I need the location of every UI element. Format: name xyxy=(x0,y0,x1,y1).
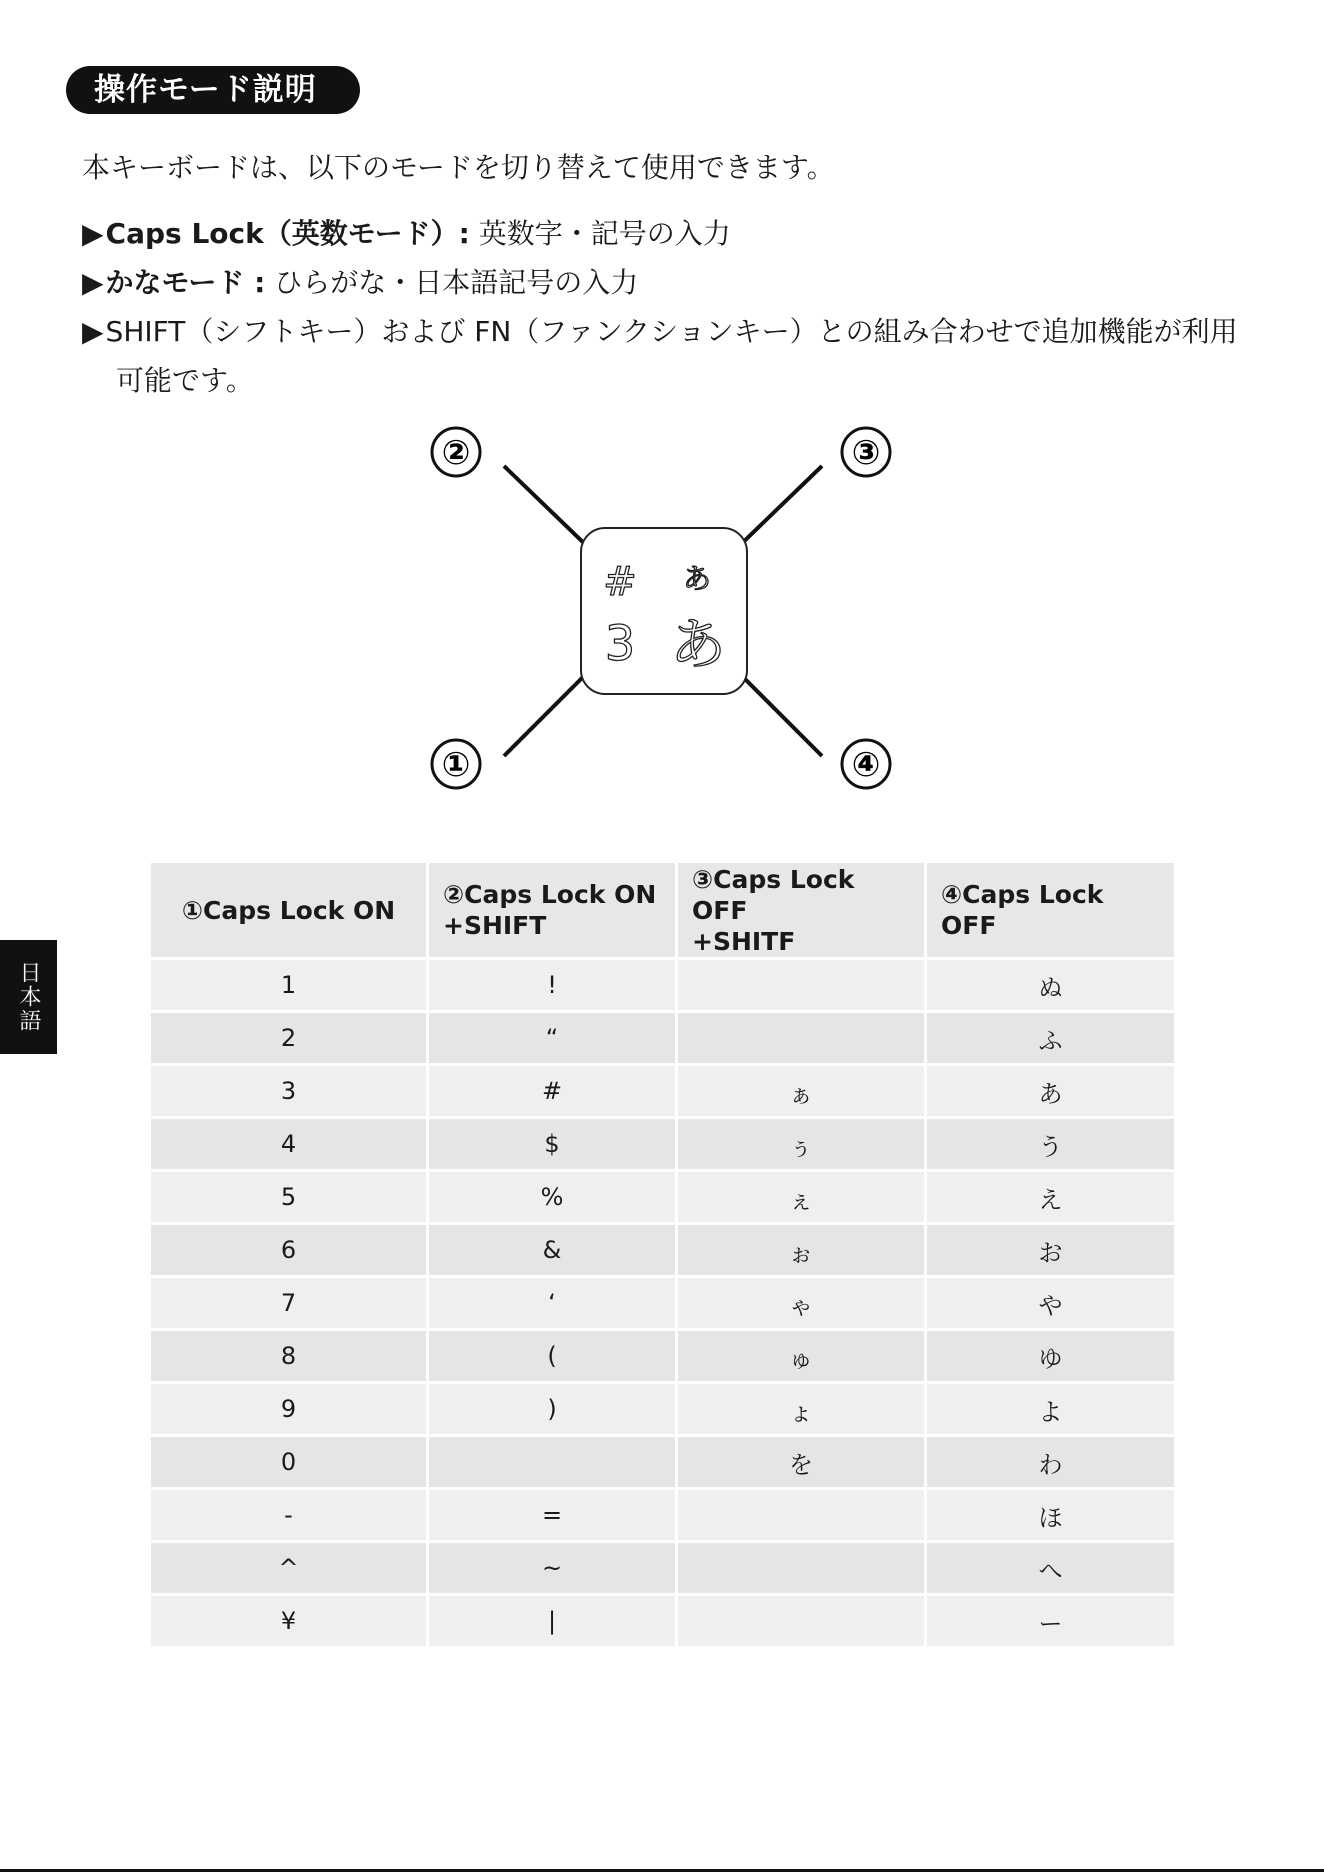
table-cell: ふ xyxy=(926,1012,1176,1065)
bullet-marker: ▶ xyxy=(82,217,104,250)
key-glyph-top-left: # xyxy=(603,559,637,605)
table-cell: ぁ xyxy=(677,1065,926,1118)
table-cell: を xyxy=(677,1436,926,1489)
header-caps-off: ④Caps Lock OFF xyxy=(926,862,1176,959)
table-row xyxy=(150,1118,1176,1171)
table-cell: ょ xyxy=(677,1383,926,1436)
table-cell: & xyxy=(428,1224,677,1277)
bullet-text: ひらがな・日本語記号の入力 xyxy=(265,266,639,299)
table-cell: ( xyxy=(428,1330,677,1383)
table-cell: 2 xyxy=(150,1012,428,1065)
key-glyph-bottom-right: あ xyxy=(670,613,726,678)
table-cell: う xyxy=(926,1118,1176,1171)
table-cell: ~ xyxy=(428,1542,677,1595)
table-row xyxy=(150,1012,1176,1065)
table-cell: ゃ xyxy=(677,1277,926,1330)
table-cell: ‘ xyxy=(428,1277,677,1330)
table-cell: ^ xyxy=(150,1542,428,1595)
table-cell: あ xyxy=(926,1065,1176,1118)
diagram-label-4: ④ xyxy=(851,745,881,785)
table-cell: ぇ xyxy=(677,1171,926,1224)
table-header-row xyxy=(150,862,1176,959)
section-title: 操作モード説明 xyxy=(66,66,360,114)
bullet-text: SHIFT（シフトキー）および FN（ファンクションキー）との組み合わせで追加機能が利用 xyxy=(105,315,1238,348)
table-cell: わ xyxy=(926,1436,1176,1489)
table-cell: ぅ xyxy=(677,1118,926,1171)
table-row xyxy=(150,1489,1176,1542)
intro-text: 本キーボードは、以下のモードを切り替えて使用できます。 xyxy=(82,151,835,184)
table-cell: ほ xyxy=(926,1489,1176,1542)
key-glyph-top-right: あ xyxy=(682,562,712,595)
key-mapping-table xyxy=(148,860,1177,1649)
table-cell: - xyxy=(150,1489,428,1542)
table-cell: 7 xyxy=(150,1277,428,1330)
header-caps-off-shift: ③Caps Lock OFF +SHITF xyxy=(677,862,926,959)
table-cell: “ xyxy=(428,1012,677,1065)
bullet-continuation: 可能です。 xyxy=(116,364,254,397)
header-caps-on: ①Caps Lock ON xyxy=(150,862,428,959)
bullet-kana-mode xyxy=(82,261,638,301)
table-cell: ぬ xyxy=(926,959,1176,1012)
table-row xyxy=(150,1065,1176,1118)
table-cell: % xyxy=(428,1171,677,1224)
table-cell: $ xyxy=(428,1118,677,1171)
bullet-marker: ▶ xyxy=(82,315,104,348)
key-diagram xyxy=(420,420,910,800)
table-row xyxy=(150,1277,1176,1330)
bullet-shift-fn xyxy=(82,310,1238,350)
bullet-text: 英数字・記号の入力 xyxy=(469,217,731,250)
table-cell: ー xyxy=(926,1595,1176,1648)
table-cell: 4 xyxy=(150,1118,428,1171)
table-cell: | xyxy=(428,1595,677,1648)
table-row xyxy=(150,1383,1176,1436)
header-caps-on-shift: ②Caps Lock ON +SHIFT xyxy=(428,862,677,959)
diagram-label-1: ① xyxy=(441,745,471,785)
table-cell: え xyxy=(926,1171,1176,1224)
diagram-label-3: ③ xyxy=(851,433,881,473)
table-cell: ゅ xyxy=(677,1330,926,1383)
table-cell xyxy=(677,1595,926,1648)
table-cell: ) xyxy=(428,1383,677,1436)
table-row xyxy=(150,1224,1176,1277)
table-cell xyxy=(677,1542,926,1595)
table-row xyxy=(150,1595,1176,1648)
table-row xyxy=(150,1542,1176,1595)
table-row xyxy=(150,959,1176,1012)
table-cell: 5 xyxy=(150,1171,428,1224)
table-cell: 8 xyxy=(150,1330,428,1383)
table-cell: 1 xyxy=(150,959,428,1012)
table-cell: 3 xyxy=(150,1065,428,1118)
table-cell: ¥ xyxy=(150,1595,428,1648)
table-cell: ゆ xyxy=(926,1330,1176,1383)
diagram-label-2: ② xyxy=(441,433,471,473)
table-row xyxy=(150,1330,1176,1383)
bullet-label: Caps Lock（英数モード）: xyxy=(105,217,470,250)
language-tab: 日本語 xyxy=(0,940,57,1054)
table-cell xyxy=(677,959,926,1012)
table-cell: 6 xyxy=(150,1224,428,1277)
table-cell: ! xyxy=(428,959,677,1012)
key-glyph-bottom-left: 3 xyxy=(604,616,636,672)
table-row xyxy=(150,1171,1176,1224)
table-cell: よ xyxy=(926,1383,1176,1436)
table-cell: 9 xyxy=(150,1383,428,1436)
table-cell xyxy=(677,1489,926,1542)
table-cell: # xyxy=(428,1065,677,1118)
bullet-caps-lock xyxy=(82,212,731,252)
table-cell xyxy=(677,1012,926,1065)
bullet-marker: ▶ xyxy=(82,266,104,299)
table-cell: ぉ xyxy=(677,1224,926,1277)
table-row xyxy=(150,1436,1176,1489)
bullet-label: かなモード : xyxy=(105,266,266,299)
table-cell: や xyxy=(926,1277,1176,1330)
table-cell: へ xyxy=(926,1542,1176,1595)
table-cell: = xyxy=(428,1489,677,1542)
table-cell xyxy=(428,1436,677,1489)
table-cell: お xyxy=(926,1224,1176,1277)
table-cell: 0 xyxy=(150,1436,428,1489)
